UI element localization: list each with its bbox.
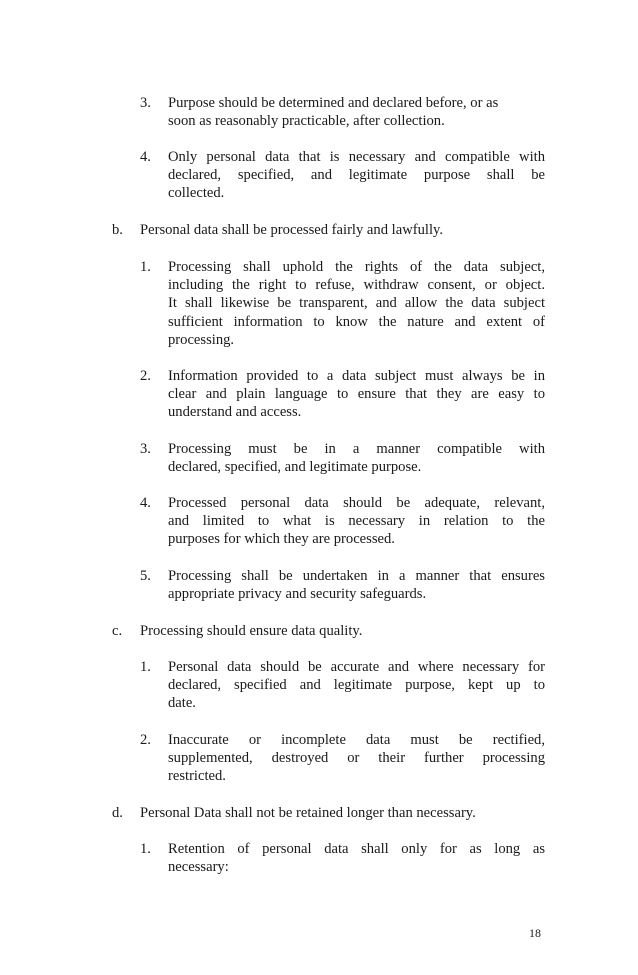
text-line: Information provided to a data subject must always be in — [168, 368, 545, 384]
text-line: Inaccurate or incomplete data must be rectified, — [168, 732, 545, 748]
item-number: 1. — [140, 259, 151, 275]
item-number: 1. — [140, 659, 151, 675]
text-line: clear and plain language to ensure that they are easy to — [168, 386, 545, 403]
text-line: Retention of personal data shall only for as long as — [168, 841, 545, 857]
text-line: collected. — [168, 185, 225, 202]
item-number: 4. — [140, 149, 151, 165]
item-text — [168, 94, 545, 130]
item-number: 2. — [140, 732, 151, 748]
text-line: restricted. — [168, 768, 226, 785]
text-line: soon as reasonably practicable, after collection. — [168, 113, 445, 130]
item-text — [168, 440, 545, 476]
item-text — [168, 567, 545, 603]
item-text — [168, 658, 545, 713]
item-text — [168, 840, 545, 876]
text-line: Only personal data that is necessary and compatible with — [168, 149, 545, 165]
text-line: declared, specified and legitimate purpose, kept up to — [168, 677, 545, 694]
text-line: declared, specified, and legitimate purpose. — [168, 459, 422, 476]
item-number: 2. — [140, 368, 151, 384]
item-text — [168, 258, 545, 349]
text-line: Processing should ensure data quality. — [140, 623, 363, 639]
page-number: 18 — [529, 926, 541, 940]
item-text — [168, 731, 545, 786]
text-line: appropriate privacy and security safeguards. — [168, 586, 427, 603]
section-letter: c. — [112, 623, 123, 639]
item-number: 4. — [140, 495, 151, 511]
item-number: 3. — [140, 441, 151, 457]
section-letter: b. — [112, 222, 123, 238]
text-line: Personal Data shall not be retained longer than necessary. — [140, 805, 476, 821]
text-line: Processing shall uphold the rights of the data subject, — [168, 259, 545, 275]
text-line: processing. — [168, 331, 235, 348]
item-text — [168, 367, 545, 422]
item-text — [168, 494, 545, 549]
text-line: including the right to refuse, withdraw consent, or object. — [168, 277, 545, 294]
text-line: sufficient information to know the nature and extent of — [168, 313, 545, 330]
section-heading-text — [140, 221, 550, 239]
text-line: Personal data shall be processed fairly and lawfully. — [140, 222, 443, 238]
text-line: Personal data should be accurate and where necessary for — [168, 659, 545, 675]
text-line: understand and access. — [168, 404, 302, 421]
text-line: Processing shall be undertaken in a manner that ensures — [168, 568, 545, 584]
text-line: date. — [168, 695, 196, 712]
text-line: It shall likewise be transparent, and allow the data subject — [168, 295, 545, 312]
section-heading-text — [140, 622, 550, 640]
section-heading-text — [140, 804, 550, 822]
text-line: Processing must be in a manner compatible with — [168, 441, 545, 457]
text-line: Purpose should be determined and declared before, or as — [168, 95, 499, 111]
item-number: 1. — [140, 841, 151, 857]
section-letter: d. — [112, 805, 123, 821]
text-line: supplemented, destroyed or their further processing — [168, 750, 545, 767]
text-line: and limited to what is necessary in relation to the — [168, 513, 545, 530]
text-line: necessary: — [168, 859, 229, 876]
text-line: purposes for which they are processed. — [168, 531, 395, 548]
item-number: 3. — [140, 95, 151, 111]
item-number: 5. — [140, 568, 151, 584]
text-line: declared, specified, and legitimate purpose shall be — [168, 167, 545, 184]
text-line: Processed personal data should be adequate, relevant, — [168, 495, 545, 511]
item-text — [168, 148, 545, 203]
